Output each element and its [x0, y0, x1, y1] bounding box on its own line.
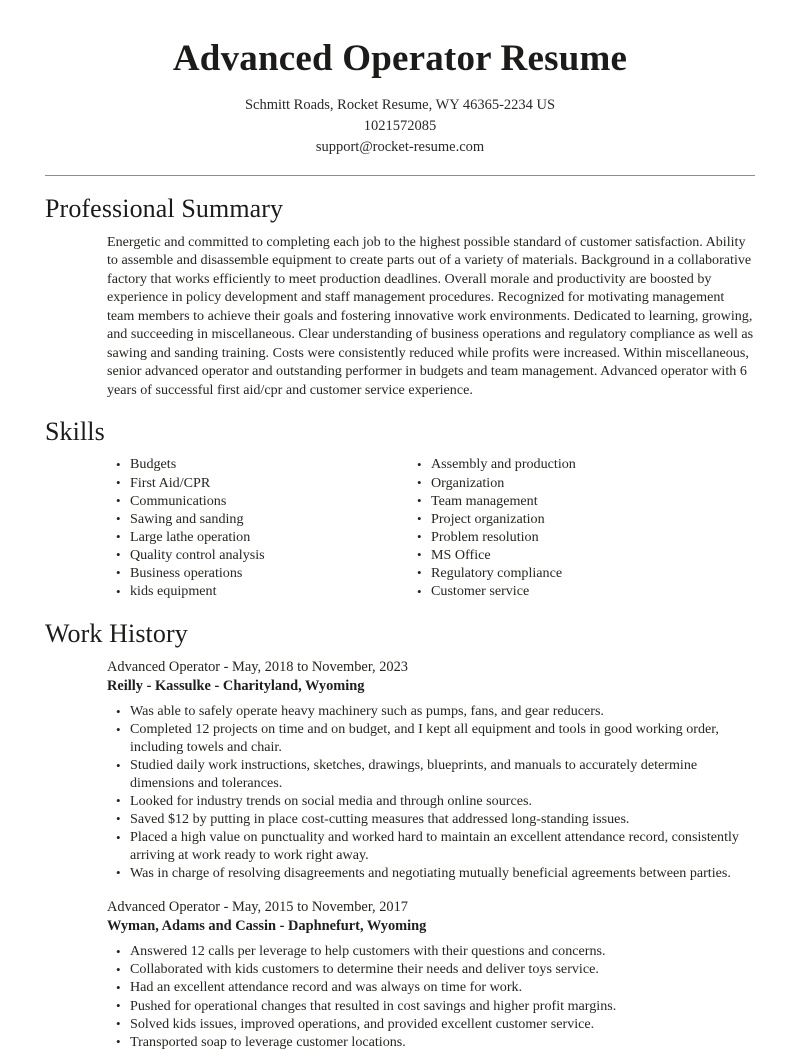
- work-history-body: [45, 658, 755, 1051]
- skills-body: [45, 456, 755, 601]
- list-item: [408, 475, 755, 493]
- job-title-and-dates: Advanced Operator - May, 2018 to November, 2023: [107, 659, 409, 676]
- job-responsibilities-list: [107, 703, 755, 882]
- list-item: [107, 1034, 755, 1051]
- list-item: [107, 721, 755, 756]
- list-item: [107, 865, 755, 883]
- section-professional-summary: [45, 193, 755, 400]
- skill-label: First Aid/CPR: [130, 474, 211, 491]
- skill-label: Business operations: [130, 564, 243, 581]
- skill-label: kids equipment: [130, 583, 217, 600]
- list-item: [107, 475, 400, 493]
- section-heading-work-history: Work History: [45, 619, 188, 649]
- skill-label: Regulatory compliance: [431, 564, 563, 581]
- job-company-and-location: Reilly - Kassulke - Charityland, Wyoming: [107, 678, 365, 695]
- job-bullet-text: Completed 12 projects on time and on budget, and I kept all equipment and tools in good working order, including towels and chair.: [130, 721, 719, 756]
- skills-list-left: [107, 456, 400, 600]
- job-bullet-text: Pushed for operational changes that resulted in cost savings and higher profit margins.: [130, 997, 617, 1014]
- skill-label: Organization: [431, 474, 505, 491]
- list-item: [107, 703, 755, 721]
- list-item: [107, 547, 400, 565]
- contact-block: [45, 95, 755, 158]
- job-company-and-location: Wyman, Adams and Cassin - Daphnefurt, Wyoming: [107, 918, 427, 935]
- list-item: [107, 757, 755, 792]
- job-bullet-text: Studied daily work instructions, sketches, drawings, blueprints, and manuals to accurately determine dimensions and tolerances.: [130, 757, 698, 791]
- list-item: [107, 529, 400, 547]
- skill-label: Budgets: [130, 456, 177, 473]
- contact-phone: 1021572085: [363, 117, 437, 134]
- skill-label: Large lathe operation: [130, 528, 251, 545]
- list-item: [408, 583, 755, 601]
- list-item: [107, 456, 400, 474]
- list-item: [107, 998, 755, 1016]
- skill-label: Customer service: [431, 583, 530, 600]
- skill-label: Sawing and sanding: [130, 510, 244, 527]
- section-skills: [45, 416, 755, 601]
- skill-label: MS Office: [431, 546, 491, 563]
- job-bullet-text: Was in charge of resolving disagreements and negotiating mutually beneficial agreements between parties.: [130, 864, 731, 881]
- job-bullet-text: Placed a high value on punctuality and worked hard to maintain an excellent attendance record, consistently arriving at work ready to work right away.: [130, 829, 739, 863]
- job-bullet-text: Looked for industry trends on social media and through online sources.: [130, 792, 532, 809]
- skill-label: Team management: [431, 492, 538, 509]
- section-heading-skills: Skills: [45, 417, 105, 447]
- section-work-history: [45, 618, 755, 1051]
- skills-list-right: [408, 456, 755, 600]
- skills-column-right: [400, 456, 755, 601]
- skill-label: Assembly and production: [431, 456, 576, 473]
- list-item: [107, 511, 400, 529]
- skill-label: Project organization: [431, 510, 545, 527]
- professional-summary-text: Energetic and committed to completing each job to the highest possible standard of customer satisfaction. Ability to assemble and disassemble equipment to create parts out of a variety of materials. Background in a collaborative factory that works efficiently to meet production deadlines. Overall morale and productivity are boosted by experience in policy development and staff management procedures. Recognized for motivating management team members to achieve their goals and fostering innovative work environments. Dedicated to learning, growing, and succeeding in miscellaneous. Clear understanding of business operations and regulatory compliance as well as sawing and sanding training. Costs were consistently reduced while profits were increased. Within miscellaneous, senior advanced operator and outstanding performer in budgets and team management. Advanced operator with 6 years of successful first aid/cpr and customer service experience.: [107, 233, 754, 398]
- page-title: Advanced Operator Resume: [172, 38, 628, 79]
- list-item: [107, 811, 755, 829]
- list-item: [408, 456, 755, 474]
- skill-label: Problem resolution: [431, 528, 539, 545]
- list-item: [107, 961, 755, 979]
- contact-email: support@rocket-resume.com: [315, 138, 485, 155]
- skill-label: Quality control analysis: [130, 546, 265, 563]
- list-item: [107, 565, 400, 583]
- list-item: [107, 979, 755, 997]
- list-item: [107, 943, 755, 961]
- job-bullet-text: Transported soap to leverage customer locations.: [130, 1033, 406, 1050]
- job-bullet-text: Was able to safely operate heavy machinery such as pumps, fans, and gear reducers.: [130, 703, 604, 720]
- work-history-entry: [107, 898, 755, 1051]
- work-history-entry: [107, 658, 755, 882]
- list-item: [107, 829, 755, 864]
- list-item: [107, 493, 400, 511]
- list-item: [107, 1016, 755, 1034]
- job-bullet-text: Saved $12 by putting in place cost-cutting measures that addressed long-standing issues.: [130, 810, 630, 827]
- section-heading-professional-summary: Professional Summary: [45, 193, 284, 223]
- list-item: [107, 793, 755, 811]
- list-item: [408, 511, 755, 529]
- job-bullet-text: Solved kids issues, improved operations, and provided excellent customer service.: [130, 1015, 595, 1032]
- skill-label: Communications: [130, 492, 227, 509]
- list-item: [408, 493, 755, 511]
- skills-column-left: [45, 456, 400, 601]
- list-item: [408, 547, 755, 565]
- job-bullet-text: Collaborated with kids customers to determine their needs and deliver toys service.: [130, 961, 599, 978]
- header-divider: [45, 175, 755, 176]
- job-title-and-dates: Advanced Operator - May, 2015 to November, 2017: [107, 899, 409, 916]
- list-item: [408, 565, 755, 583]
- list-item: [107, 583, 400, 601]
- list-item: [408, 529, 755, 547]
- job-bullet-text: Answered 12 calls per leverage to help customers with their questions and concerns.: [130, 943, 606, 960]
- contact-address: Schmitt Roads, Rocket Resume, WY 46365-2234 US: [244, 96, 556, 113]
- professional-summary-body: [45, 233, 755, 400]
- job-bullet-text: Had an excellent attendance record and was always on time for work.: [130, 979, 523, 996]
